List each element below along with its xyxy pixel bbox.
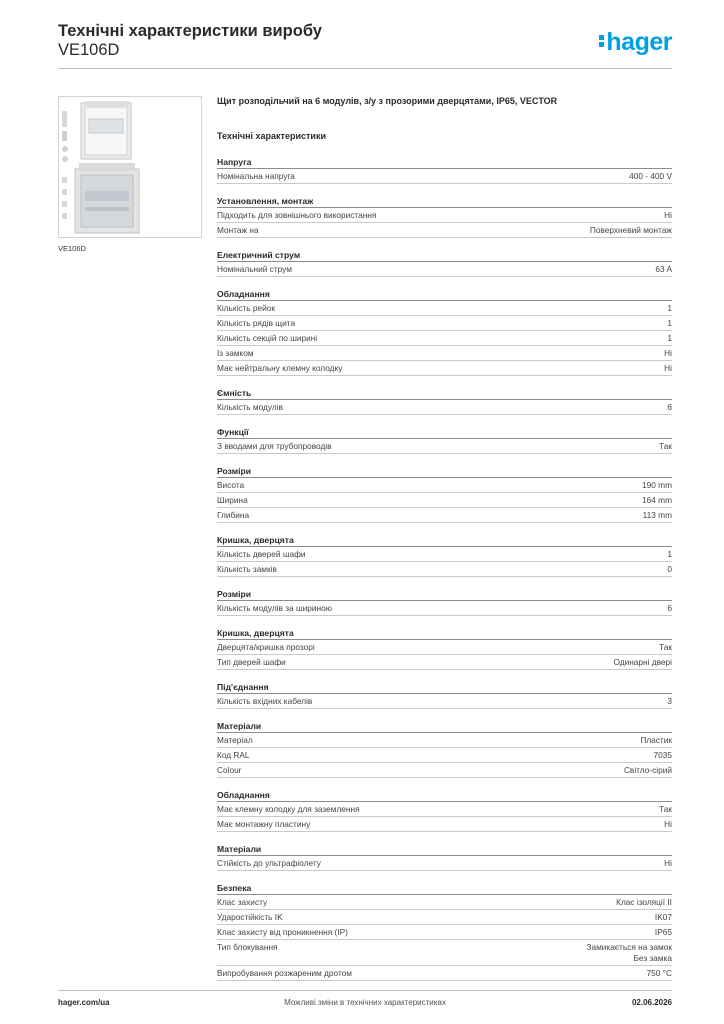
header-divider [58, 68, 672, 69]
spec-label: Код RAL [217, 750, 250, 760]
spec-group [217, 788, 672, 832]
spec-row [217, 508, 672, 523]
spec-row [217, 208, 672, 223]
spec-label: Тип дверей шафи [217, 657, 286, 667]
spec-group-title: Безпека [217, 881, 672, 895]
spec-label: Дверцята/кришка прозорі [217, 642, 315, 652]
spec-label: Випробування розжареним дротом [217, 968, 352, 978]
spec-group-title: Під'єднання [217, 680, 672, 694]
spec-group [217, 464, 672, 523]
spec-group-title: Матеріали [217, 719, 672, 733]
logo-dots-icon [599, 33, 605, 49]
spec-label: Має нейтральну клемну колодку [217, 363, 343, 373]
spec-value: 7035 [653, 750, 672, 760]
spec-value: Ні [664, 819, 672, 829]
spec-value: 190 mm [642, 480, 672, 490]
spec-label: Кількість рядів щита [217, 318, 296, 328]
spec-label: Матеріал [217, 735, 253, 745]
spec-value: Одинарні двері [613, 657, 672, 667]
spec-group-title: Розміри [217, 587, 672, 601]
spec-group-title: Установлення, монтаж [217, 194, 672, 208]
spec-group [217, 287, 672, 376]
spec-row [217, 763, 672, 778]
spec-value: Ні [664, 348, 672, 358]
spec-row [217, 478, 672, 493]
spec-group-title: Кришка, дверцята [217, 533, 672, 547]
spec-value: 164 mm [642, 495, 672, 505]
spec-row [217, 331, 672, 346]
spec-group-title: Матеріали [217, 842, 672, 856]
spec-label: Глибина [217, 510, 250, 520]
spec-value: 6 [667, 603, 672, 613]
spec-value: 1 [667, 549, 672, 559]
section-title: Технічні характеристики [217, 131, 326, 141]
footer-divider [58, 990, 672, 991]
spec-group-title: Кришка, дверцята [217, 626, 672, 640]
spec-value: Так [659, 642, 672, 652]
spec-value: 750 °C [646, 968, 672, 978]
page-header [58, 22, 672, 72]
spec-row [217, 640, 672, 655]
product-image [58, 96, 202, 238]
spec-group-title: Електричний струм [217, 248, 672, 262]
image-caption: VE106D [58, 244, 86, 253]
spec-value: 400 - 400 V [629, 171, 672, 181]
spec-row [217, 940, 672, 966]
spec-label: Colour [217, 765, 242, 775]
spec-row [217, 966, 672, 981]
product-code: VE106D [58, 41, 120, 59]
spec-row [217, 361, 672, 376]
spec-label: Кількість секцій по ширині [217, 333, 318, 343]
spec-group-title: Напруга [217, 155, 672, 169]
spec-label: Ударостійкість IK [217, 912, 283, 922]
spec-value: Замикається на замок Без замка [586, 942, 672, 963]
spec-group [217, 626, 672, 670]
spec-label: Кількість дверей шафи [217, 549, 306, 559]
spec-value: Ні [664, 363, 672, 373]
enclosure-illustration-icon [59, 97, 201, 237]
spec-label: Із замком [217, 348, 254, 358]
spec-value: Ні [664, 858, 672, 868]
spec-group [217, 194, 672, 238]
spec-value: 113 mm [642, 510, 672, 520]
spec-group [217, 680, 672, 709]
product-name: Щит розподільчий на 6 модулів, з/у з прозорими дверцятами, IP65, VECTOR [217, 96, 558, 106]
spec-label: Номінальна напруга [217, 171, 295, 181]
spec-row [217, 316, 672, 331]
spec-value: 6 [667, 402, 672, 412]
spec-row [217, 562, 672, 577]
spec-group-title: Обладнання [217, 788, 672, 802]
spec-label: Кількість замків [217, 564, 277, 574]
spec-group-title: Ємність [217, 386, 672, 400]
spec-label: Тип блокування [217, 942, 278, 952]
spec-value: Так [659, 441, 672, 451]
footer-website-link[interactable]: hager.com/ua [58, 998, 110, 1007]
spec-row [217, 733, 672, 748]
spec-group [217, 533, 672, 577]
spec-value: 1 [667, 303, 672, 313]
footer-notice: Можливі зміни в технічних характеристиках [284, 998, 446, 1007]
spec-group [217, 587, 672, 616]
spec-label: Кількість модулів за шириною [217, 603, 332, 613]
spec-group-title: Розміри [217, 464, 672, 478]
spec-row [217, 346, 672, 361]
spec-group [217, 248, 672, 277]
spec-label: Висота [217, 480, 245, 490]
spec-row [217, 748, 672, 763]
spec-value: Клас ізоляції II [616, 897, 672, 907]
spec-value: IK07 [654, 912, 672, 922]
spec-group [217, 719, 672, 778]
spec-value: Світло-сірий [623, 765, 672, 775]
spec-label: Монтаж на [217, 225, 259, 235]
page-title: Технічні характеристики виробу [58, 22, 322, 40]
specs-table [217, 155, 672, 991]
spec-value: 1 [667, 333, 672, 343]
spec-row [217, 802, 672, 817]
spec-label: Кількість вхідних кабелів [217, 696, 313, 706]
spec-value: Ні [664, 210, 672, 220]
spec-group [217, 425, 672, 454]
logo-text: hager [606, 28, 672, 56]
spec-label: Кількість модулів [217, 402, 283, 412]
spec-group-title: Функції [217, 425, 672, 439]
spec-label: Ширина [217, 495, 248, 505]
spec-value: Пластик [640, 735, 672, 745]
spec-value: Поверхневий монтаж [589, 225, 672, 235]
spec-label: Має монтажну пластину [217, 819, 311, 829]
spec-row [217, 547, 672, 562]
spec-label: Номінальний струм [217, 264, 292, 274]
spec-row [217, 601, 672, 616]
spec-row [217, 694, 672, 709]
spec-value: 0 [667, 564, 672, 574]
footer-date: 02.06.2026 [631, 998, 672, 1007]
spec-group-title: Обладнання [217, 287, 672, 301]
spec-row [217, 301, 672, 316]
spec-value: Так [659, 804, 672, 814]
spec-row [217, 439, 672, 454]
spec-label: Кількість рейок [217, 303, 275, 313]
spec-row [217, 400, 672, 415]
spec-label: Клас захисту від проникнення (IP) [217, 927, 348, 937]
spec-label: Підходить для зовнішнього використання [217, 210, 377, 220]
spec-value: 3 [667, 696, 672, 706]
spec-group [217, 386, 672, 415]
spec-label: Клас захисту [217, 897, 268, 907]
spec-group [217, 842, 672, 871]
spec-value: 63 A [655, 264, 672, 274]
spec-value: 1 [667, 318, 672, 328]
spec-group [217, 155, 672, 184]
spec-label: Має клемну колодку для заземлення [217, 804, 360, 814]
spec-row [217, 169, 672, 184]
spec-row [217, 223, 672, 238]
spec-value: IP65 [654, 927, 672, 937]
spec-label: З вводами для трубопроводів [217, 441, 332, 451]
spec-row [217, 856, 672, 871]
hager-logo [599, 28, 672, 57]
spec-row [217, 262, 672, 277]
spec-row [217, 817, 672, 832]
spec-row [217, 655, 672, 670]
spec-row [217, 895, 672, 910]
spec-group [217, 881, 672, 981]
spec-label: Стійкість до ультрафіолету [217, 858, 321, 868]
spec-row [217, 910, 672, 925]
spec-row [217, 925, 672, 940]
spec-row [217, 493, 672, 508]
